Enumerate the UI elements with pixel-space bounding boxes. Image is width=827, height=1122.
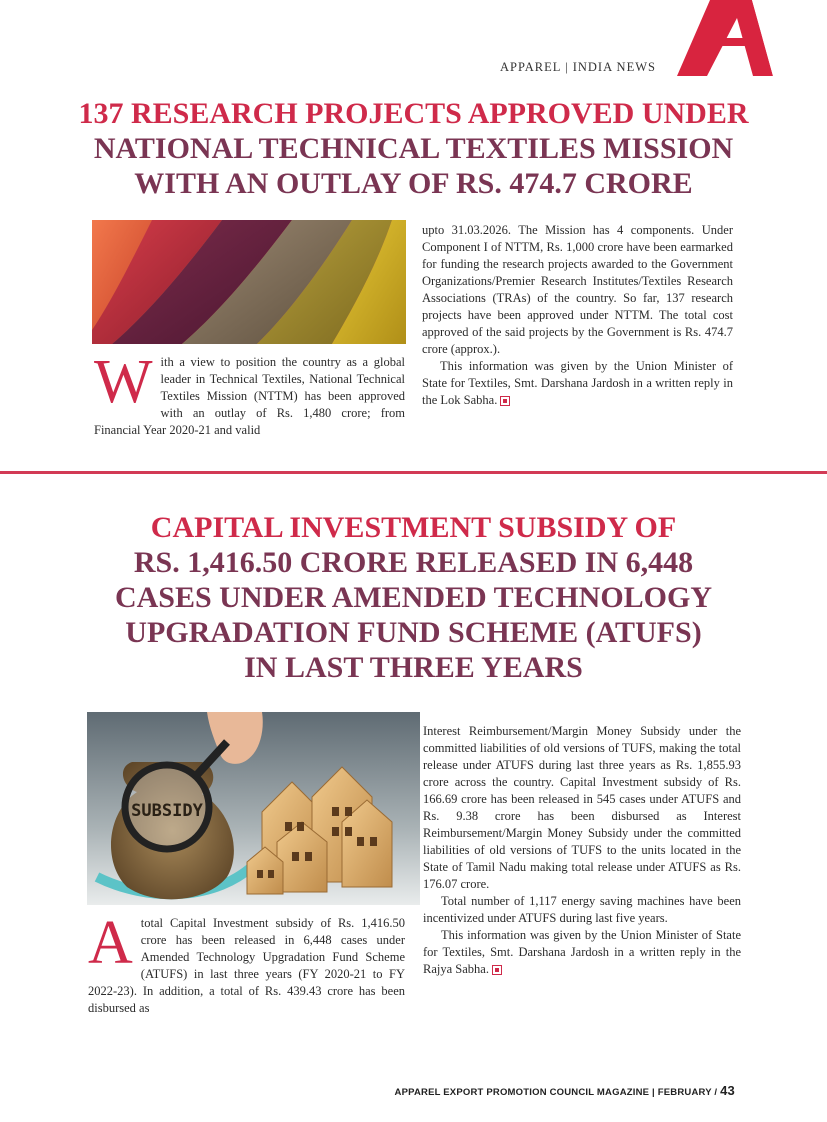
article-1-paragraph [422,358,733,409]
article-2-paragraph: Interest Reimbursement/Margin Money Subsidy under the committed liabilities of old versions of TUFS, making the total release under ATUFS during last three years as Rs. 1,855.93 crore across the country. Capital Investment subsidy of Rs. 166.69 crore has been released in 545 cases under ATUFS and Rs. 9.38 crore has been disbursed as Interest Reimbursement/Margin Money Subsidy under the committed liabilities of old versions of TUFS to the units located in the State of Tamil Nadu making total release under ATUFS as Rs. 176.07 crore. [423,724,741,891]
end-mark-icon [493,966,501,974]
article-1-closing-text: This information was given by the Union Minister of State for Textiles, Smt. Darshana Jardosh in a written reply in the Lok Sabha. [422,359,733,407]
article-2-title [60,510,767,685]
brand-letter-a-icon [677,0,827,76]
article-2-paragraph: total Capital Investment subsidy of Rs. 1,416.50 crore has been released in 6,448 cases under Amended Technology Upgradation Fund Scheme (ATUFS) in last three years (FY 2020-21 to FY 2022-23). In addition, a total of Rs. 439.43 crore has been disbursed as [88,916,405,1015]
article-2-column-1 [88,909,405,1017]
article-2-closing-text: This information was given by the Union Minister of State for Textiles, Smt. Darshana Jardosh in a written reply in the Rajya Sabha. [423,928,741,976]
footer-magazine-name: APPAREL EXPORT PROMOTION COUNCIL MAGAZINE | FEBRUARY / [394,1087,718,1098]
article-1-dropcap: W [94,348,153,416]
article-2-title-line: IN LAST THREE YEARS [244,651,583,685]
article-2-dropcap: A [88,909,133,977]
article-1-paragraph: ith a view to position the country as a global leader in Technical Textiles, National Technical Textiles Mission (NTTM) has been approved with an outlay of Rs. 1,480 crore; from Financial Year 2020-21 and valid [94,355,405,437]
subsidy-houses-image [87,712,420,905]
article-1-title-line: WITH AN OUTLAY OF RS. 474.7 CRORE [134,167,693,201]
fabric-swatches-image [92,220,406,344]
page-footer [395,1083,735,1098]
article-2-column-2 [423,723,741,978]
article-1-title-line: 137 RESEARCH PROJECTS APPROVED UNDER [78,97,749,130]
article-2-title-line: CAPITAL INVESTMENT SUBSIDY OF [150,511,677,544]
article-2-title-line: UPGRADATION FUND SCHEME (ATUFS) [125,616,702,650]
article-2-paragraph: Total number of 1,117 energy saving machines have been incentivized under ATUFS during last five years. [423,894,741,925]
article-1-title-line: NATIONAL TECHNICAL TEXTILES MISSION [93,132,734,166]
article-1-paragraph: upto 31.03.2026. The Mission has 4 components. Under Component I of NTTM, Rs. 1,000 crore have been earmarked for funding the research projects awarded to the Government Organizations/Premier Research Institutes/Textiles Research Associations (TRAs) of the country. So far, 137 research projects have been approved under NTTM. The total cost approved of the said projects by the Government is Rs. 474.7 crore (approx.). [422,223,733,356]
page-number: 43 [720,1083,735,1098]
article-2-paragraph [423,927,741,978]
article-1-column-2 [422,222,733,409]
article-1-title [60,96,767,201]
article-2-title-line: CASES UNDER AMENDED TECHNOLOGY [114,581,713,615]
subsidy-image-label: SUBSIDY [131,801,203,821]
end-mark-icon [501,397,509,405]
section-divider [0,471,827,474]
section-label: APPAREL | INDIA NEWS [500,60,656,74]
article-2-title-line: RS. 1,416.50 CRORE RELEASED IN 6,448 [133,546,694,580]
article-1-column-1 [94,348,405,439]
